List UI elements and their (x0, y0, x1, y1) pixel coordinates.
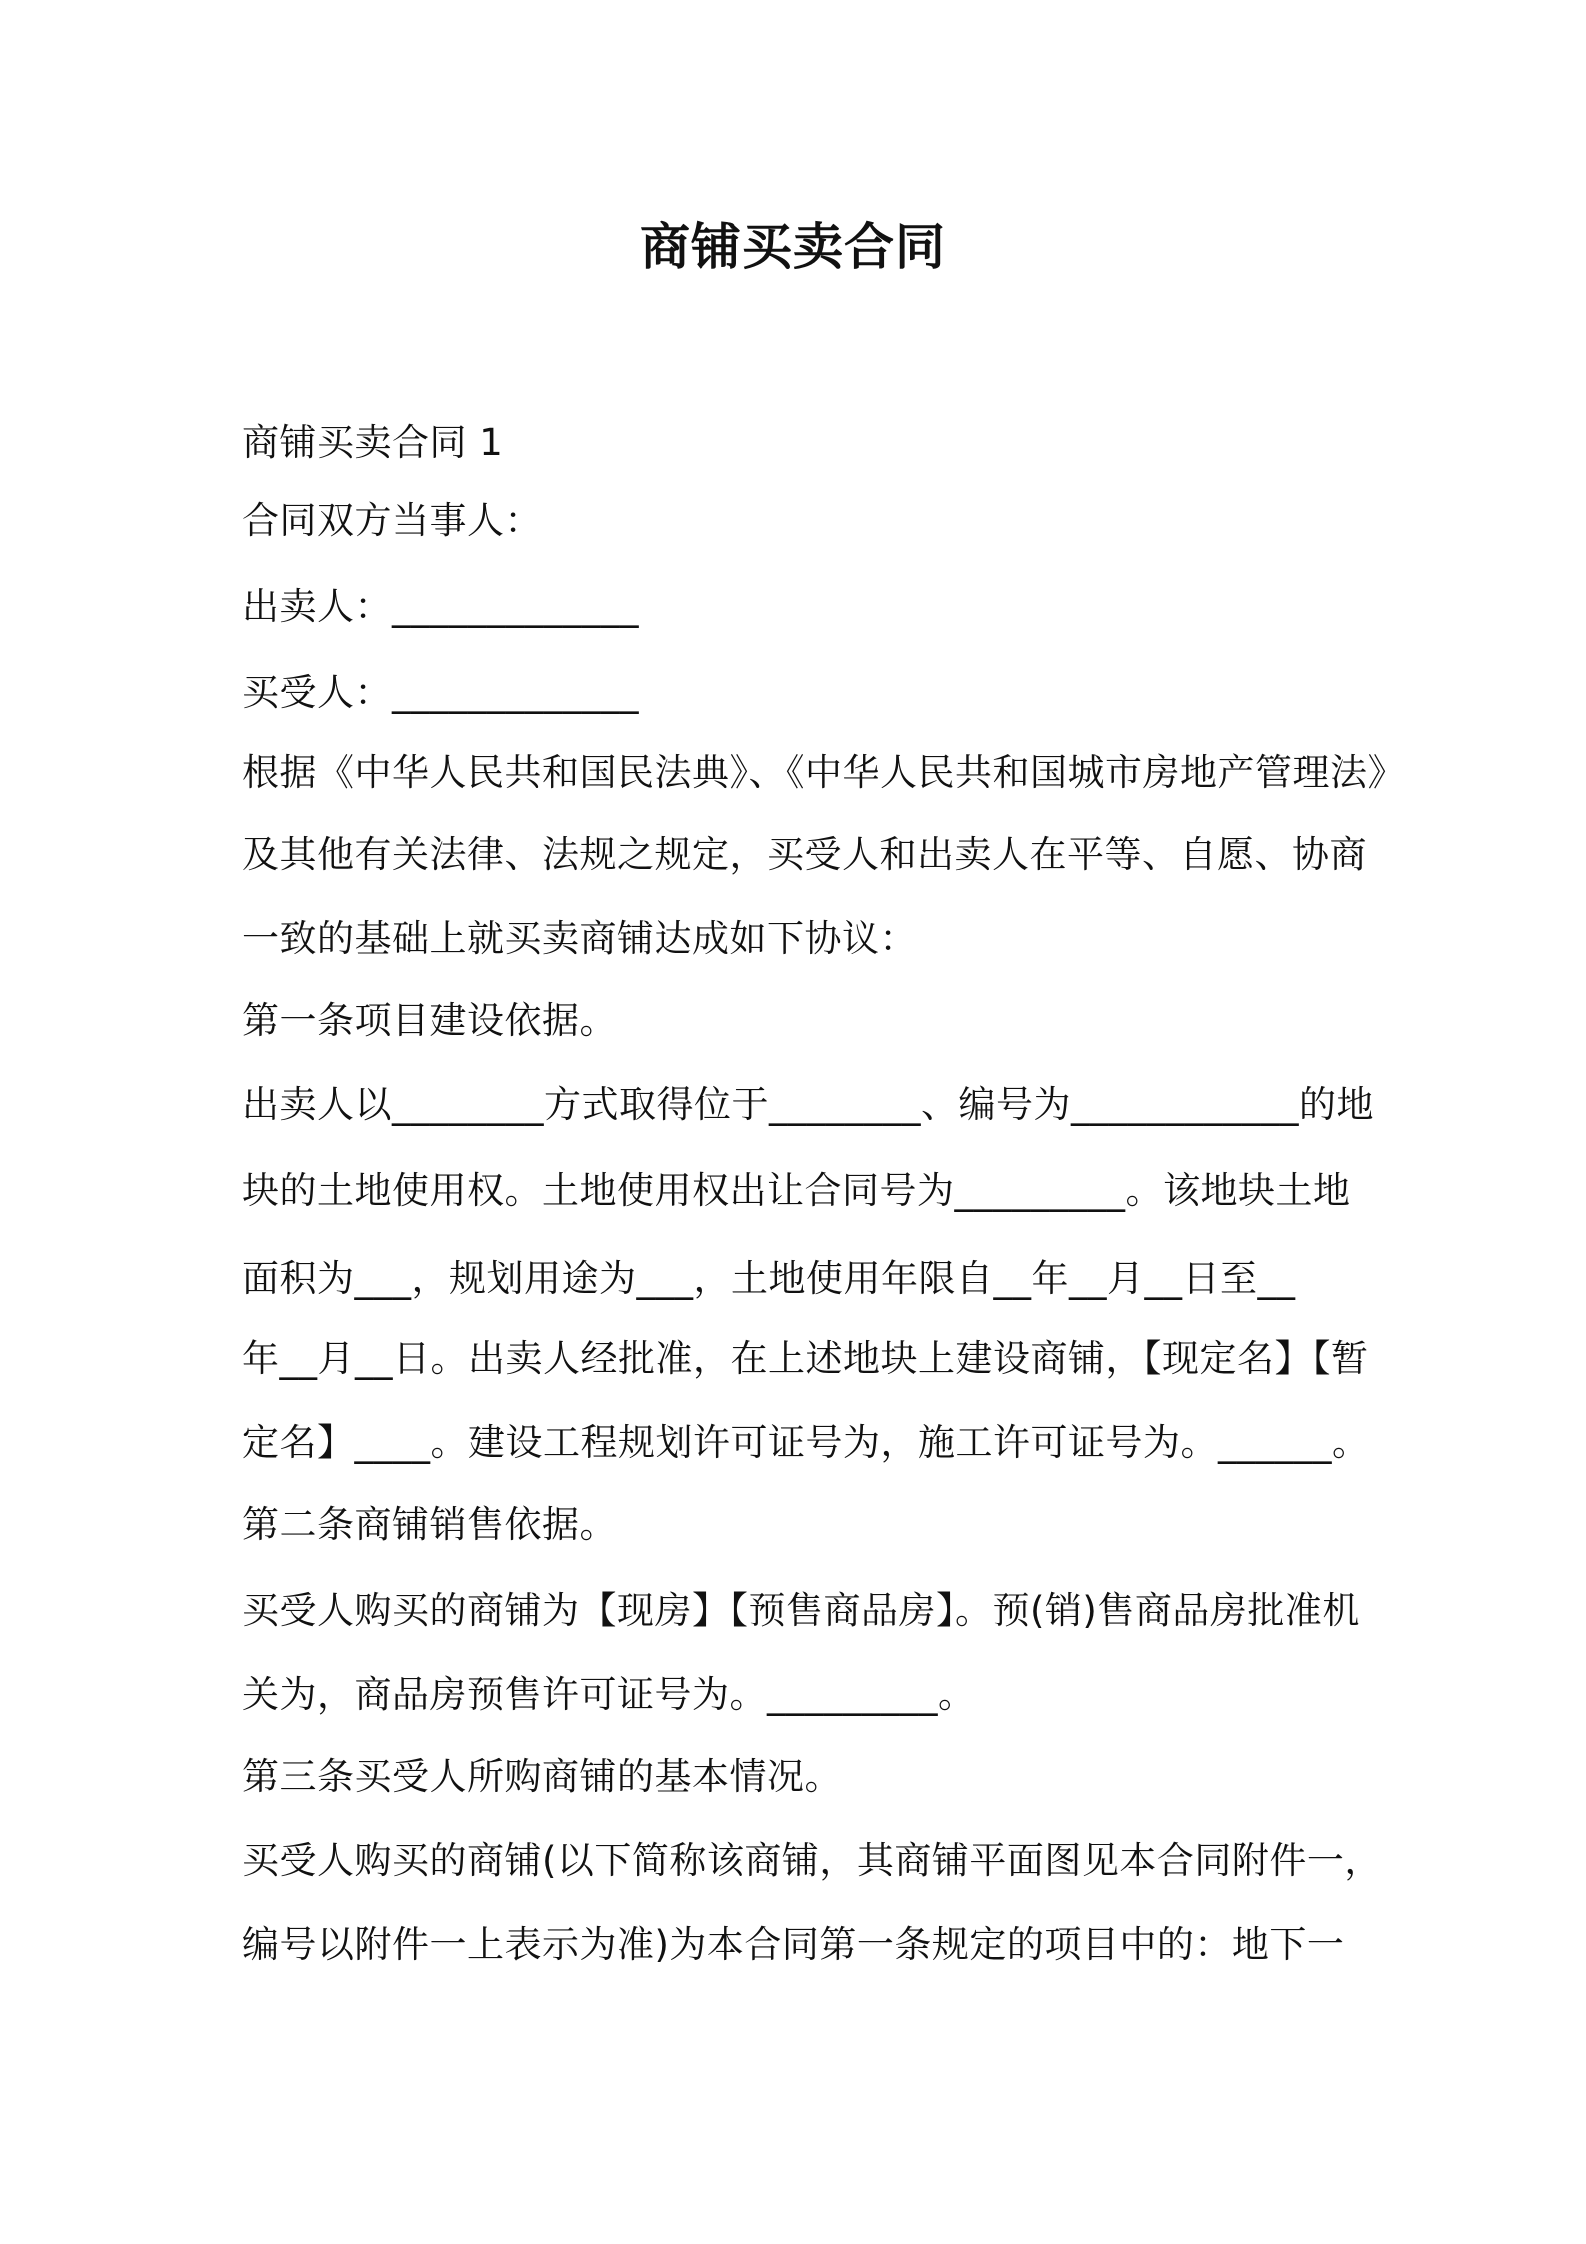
paragraph-line: 出卖人以________方式取得位于________、编号为____________的地 (242, 1083, 1374, 1126)
buyer-line: 买受人：_____________ (242, 671, 639, 714)
seller-line: 出卖人：_____________ (242, 585, 639, 628)
article-heading: 第三条买受人所购商铺的基本情况。 (242, 1755, 842, 1798)
contract-subtitle: 商铺买卖合同 1 (242, 421, 504, 464)
paragraph-line: 块的土地使用权。土地使用权出让合同号为_________。该地块土地 (242, 1169, 1351, 1212)
paragraph-line: 根据《中华人民共和国民法典》、《中华人民共和国城市房地产管理法》 (242, 751, 1405, 794)
paragraph-line: 买受人购买的商铺为【现房】【预售商品房】。预(销)售商品房批准机 (242, 1589, 1360, 1632)
document-title: 商铺买卖合同 (640, 218, 946, 276)
paragraph-line: 及其他有关法律、法规之规定，买受人和出卖人在平等、自愿、协商 (242, 833, 1367, 876)
paragraph-line: 买受人购买的商铺(以下简称该商铺，其商铺平面图见本合同附件一， (242, 1839, 1382, 1882)
article-heading: 第二条商铺销售依据。 (242, 1503, 617, 1546)
article-heading: 第一条项目建设依据。 (242, 999, 617, 1042)
paragraph-line: 关为，商品房预售许可证号为。_________。 (242, 1673, 976, 1716)
parties-heading: 合同双方当事人： (242, 499, 542, 542)
paragraph-line: 面积为___，规划用途为___，土地使用年限自__年__月__日至__ (242, 1257, 1296, 1300)
paragraph-line: 定名】____。建设工程规划许可证号为，施工许可证号为。______。 (242, 1421, 1370, 1464)
paragraph-line: 年__月__日。出卖人经批准，在上述地块上建设商铺，【现定名】【暂 (242, 1337, 1369, 1380)
paragraph-line: 一致的基础上就买卖商铺达成如下协议： (242, 917, 917, 960)
paragraph-line: 编号以附件一上表示为准)为本合同第一条规定的项目中的：地下一 (242, 1923, 1345, 1966)
